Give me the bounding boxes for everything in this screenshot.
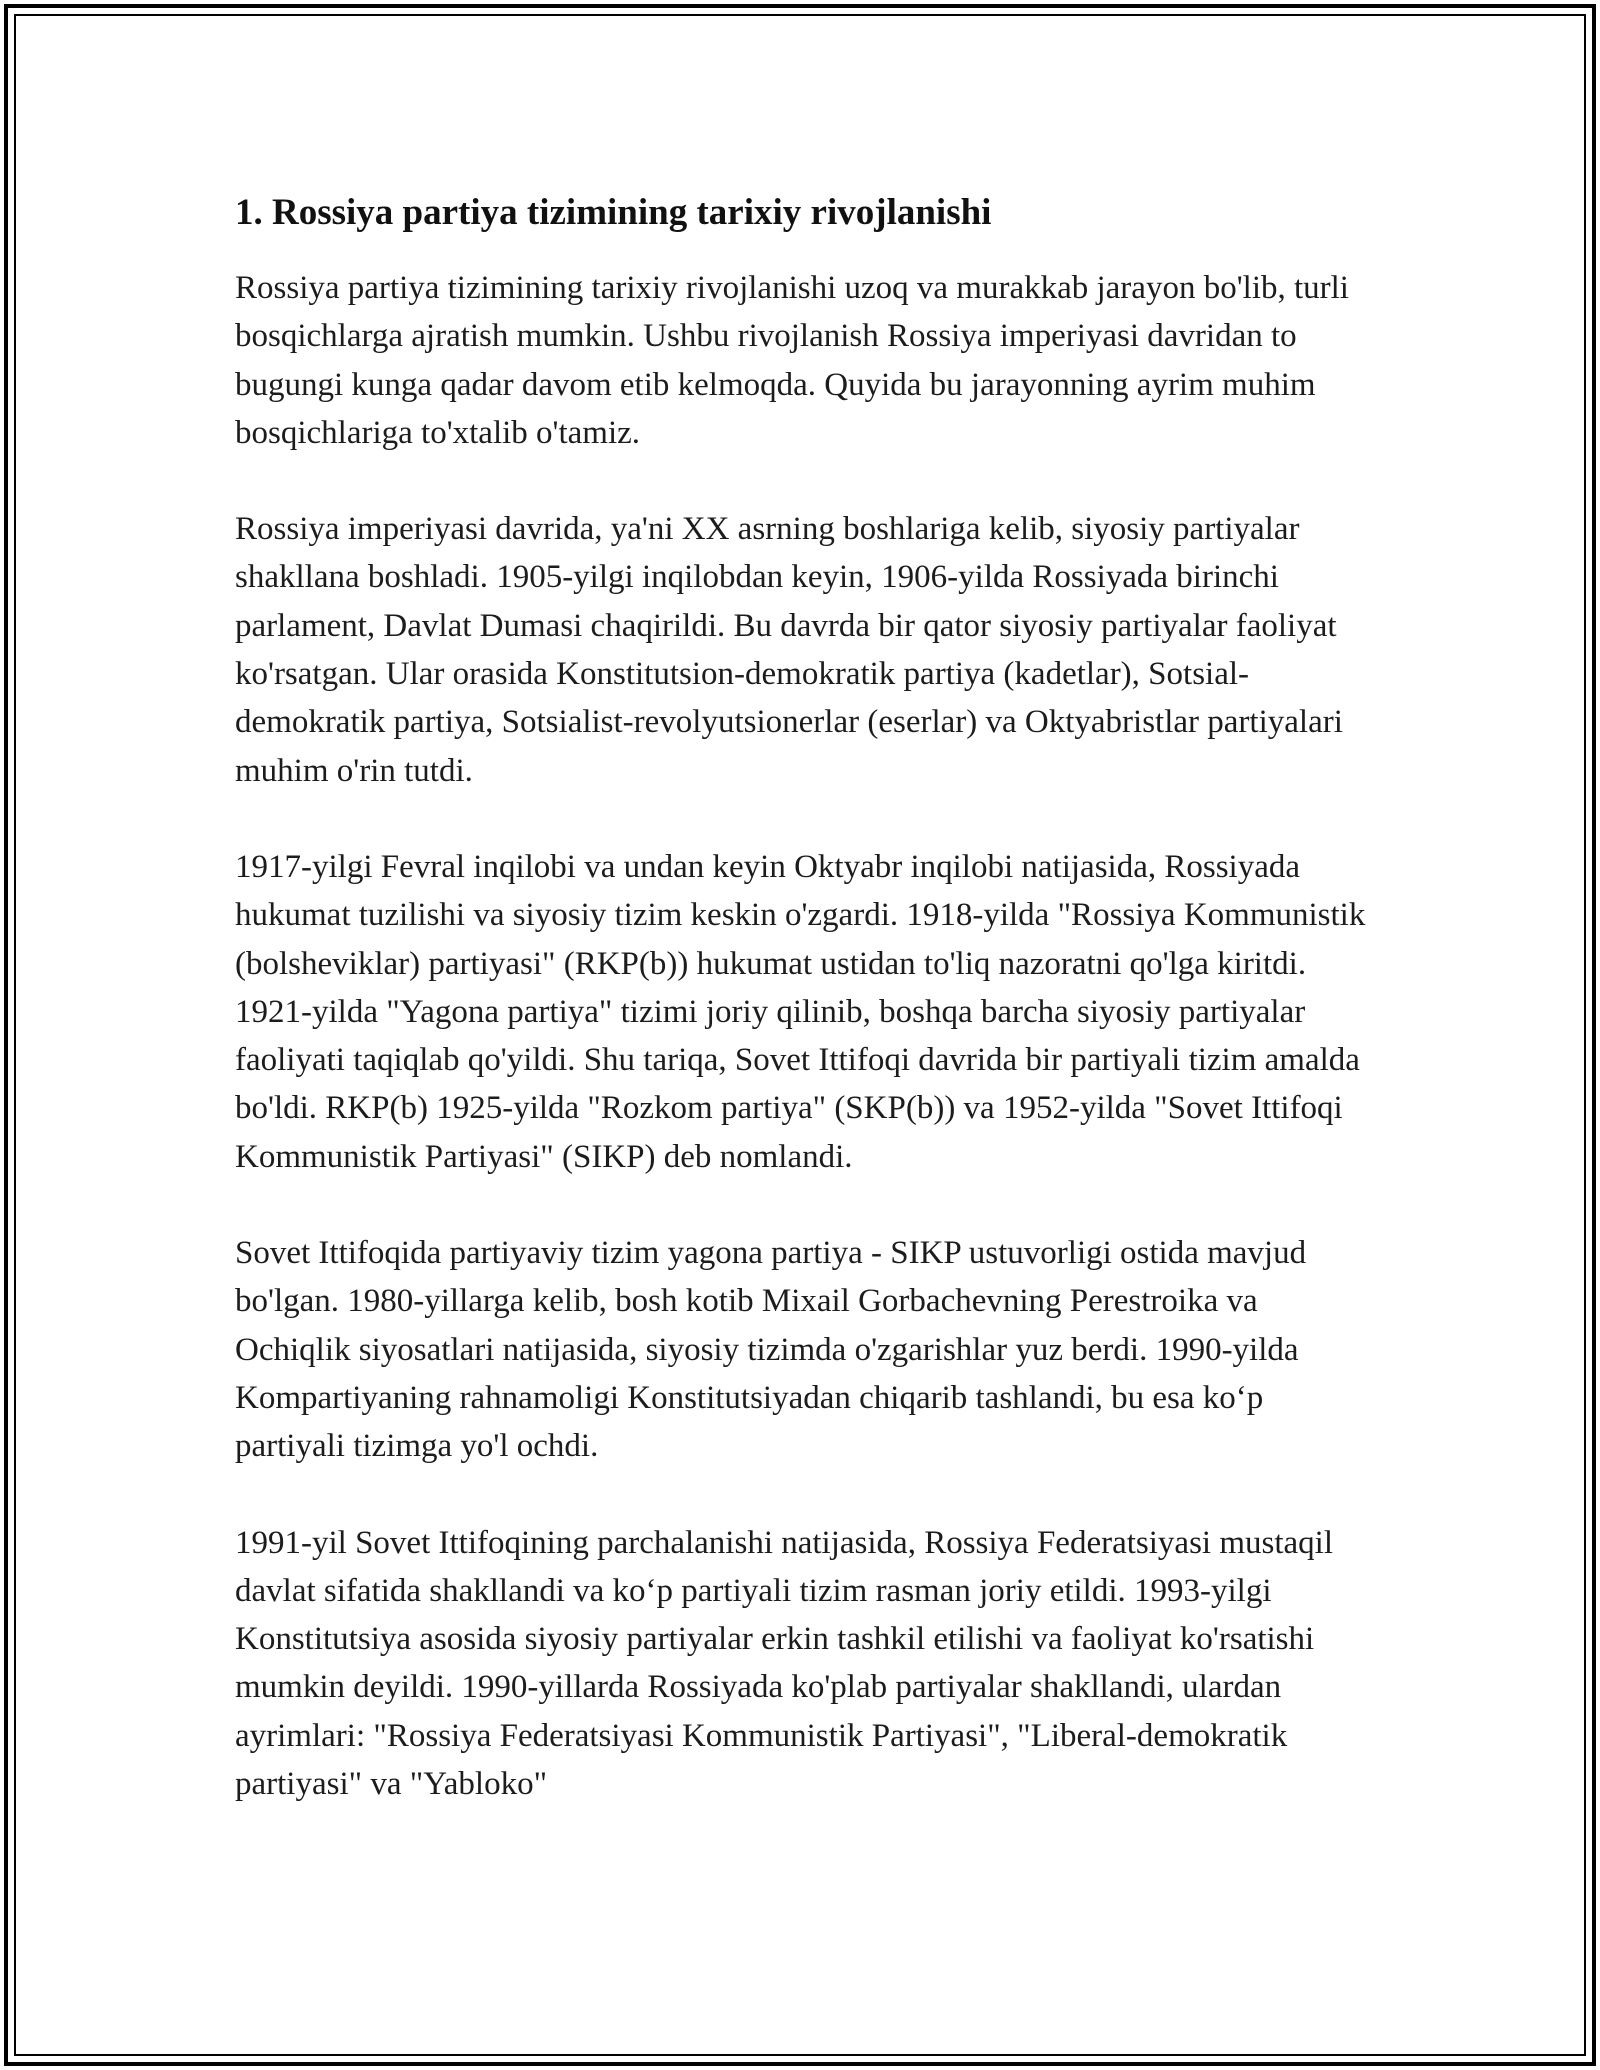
paragraph-intro: Rossiya partiya tizimining tarixiy rivojlanishi uzoq va murakkab jarayon bo'lib, turli bosqichlarga ajratish mumkin. Ushbu rivojlanish Rossiya imperiyasi davridan to bugungi kunga qadar davom etib kelmoqda. Quyida bu jarayonning ayrim muhim bosqichlariga to'xtalib o'tamiz. <box>235 270 1349 451</box>
paragraph-federation-era: 1991-yil Sovet Ittifoqining parchalanishi natijasida, Rossiya Federatsiyasi mustaqil davlat sifatida shakllandi va ko‘p partiyali tizim rasman joriy etildi. 1993-yilgi Konstitutsiya asosida siyosiy partiyalar erkin tashkil etilishi va faoliyat ko'rsatishi mumkin deyildi. 1990-yillarda Rossiyada ko'plab partiyalar shakllandi, ulardan ayrimlari: "Rossiya Federatsiyasi Kommunistik Partiyasi", "Liberal-demokratik partiyasi" va "Yabloko" <box>235 1524 1333 1803</box>
document-body <box>235 188 1375 1808</box>
paragraph-revolution-era: 1917-yilgi Fevral inqilobi va undan keyin Oktyabr inqilobi natijasida, Rossiyada hukumat tuzilishi va siyosiy tizim keskin o'zgardi. 1918-yilda "Rossiya Kommunistik (bolsheviklar) partiyasi" (RKP(b)) hukumat ustidan to'liq nazoratni qo'lga kiritdi. 1921-yilda "Yagona partiya" tizimi joriy qilinib, boshqa barcha siyosiy partiyalar faoliyati taqiqlab qo'yildi. Shu tariqa, Sovet Ittifoqi davrida bir partiyali tizim amalda bo'ldi. RKP(b) 1925-yilda "Rozkom partiya" (SKP(b)) va 1952-yilda "Sovet Ittifoqi Kommunistik Partiyasi" (SIKP) deb nomlandi. <box>235 848 1366 1175</box>
paragraph-soviet-era: Sovet Ittifoqida partiyaviy tizim yagona partiya - SIKP ustuvorligi ostida mavjud bo'lgan. 1980-yillarga kelib, bosh kotib Mixail Gorbachevning Perestroika va Ochiqlik siyosatlari natijasida, siyosiy tizimda o'zgarishlar yuz berdi. 1990-yilda Kompartiyaning rahnamoligi Konstitutsiyadan chiqarib tashlandi, bu esa ko‘p partiyali tizimga yo'l ochdi. <box>235 1235 1307 1465</box>
paragraph-empire-era: Rossiya imperiyasi davrida, ya'ni XX asrning boshlariga kelib, siyosiy partiyalar shakllana boshladi. 1905-yilgi inqilobdan keyin, 1906-yilda Rossiyada birinchi parlament, Davlat Dumasi chaqirildi. Bu davrda bir qator siyosiy partiyalar faoliyat ko'rsatgan. Ular orasida Konstitutsion-demokratik partiya (kadetlar), Sotsial-demokratik partiya, Sotsialist-revolyutsionerlar (eserlar) va Oktyabristlar partiyalari muhim o'rin tutdi. <box>235 511 1343 789</box>
section-heading: 1. Rossiya partiya tizimining tarixiy rivojlanishi <box>235 192 992 233</box>
